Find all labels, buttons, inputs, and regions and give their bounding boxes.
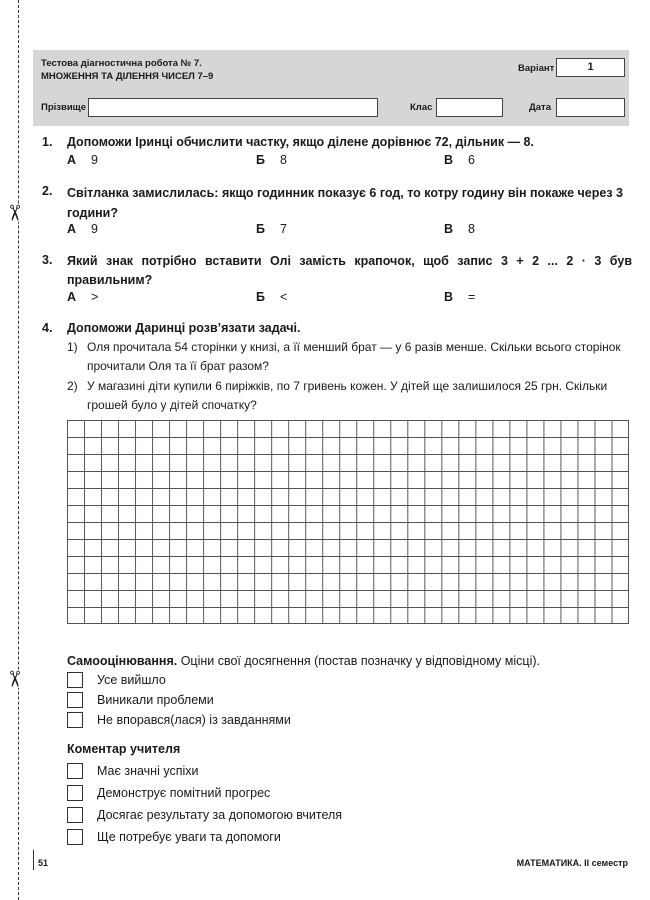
q3-option-b[interactable] xyxy=(256,290,287,304)
option-value: 8 xyxy=(280,153,287,167)
class-label: Клас xyxy=(410,102,433,113)
page-number: 51 xyxy=(38,858,49,868)
checkbox[interactable] xyxy=(67,807,83,823)
question-number: 1. xyxy=(42,135,53,149)
question-text: Допоможи Даринці розв’язати задачі. xyxy=(67,321,301,335)
option-value: 8 xyxy=(468,222,475,236)
variant-field[interactable]: 1 xyxy=(556,58,625,77)
question-number: 2. xyxy=(42,184,53,198)
header-band xyxy=(33,50,629,126)
option-letter: Б xyxy=(256,222,265,236)
checkbox[interactable] xyxy=(67,829,83,845)
title-line-2: МНОЖЕННЯ ТА ДІЛЕННЯ ЧИСЕЛ 7–9 xyxy=(41,71,214,82)
checkbox[interactable] xyxy=(67,785,83,801)
option-label: Не впорався(лася) із завданнями xyxy=(97,713,291,727)
option-value: = xyxy=(468,290,476,304)
option-label: Ще потребує уваги та допомоги xyxy=(97,830,281,844)
q3-option-a[interactable] xyxy=(67,290,98,304)
checkbox[interactable] xyxy=(67,672,83,688)
q3-option-c[interactable] xyxy=(444,290,475,304)
self-assessment-title-bold: Самооцінювання. xyxy=(67,654,178,668)
q2-option-a[interactable] xyxy=(67,222,98,236)
option-letter: Б xyxy=(256,290,265,304)
option-value: < xyxy=(280,290,288,304)
option-letter: В xyxy=(444,222,454,236)
option-letter: Б xyxy=(256,153,265,167)
q1-option-c[interactable] xyxy=(444,153,475,167)
class-field[interactable] xyxy=(436,98,503,117)
footer-divider xyxy=(33,850,37,870)
checkbox[interactable] xyxy=(67,712,83,728)
subtask-number: 2) xyxy=(67,379,78,393)
option-value: 6 xyxy=(468,153,475,167)
worksheet-title xyxy=(41,57,213,83)
footer-subject: МАТЕМАТИКА. ІІ семестр xyxy=(516,858,628,868)
option-label: Виникали проблеми xyxy=(97,693,214,707)
option-letter: А xyxy=(67,222,77,236)
option-letter: А xyxy=(67,153,77,167)
question-number: 4. xyxy=(42,321,53,335)
option-label: Демонструє помітний прогрес xyxy=(97,786,271,800)
checkbox[interactable] xyxy=(67,692,83,708)
variant-label: Варіант xyxy=(518,63,555,74)
q2-option-b[interactable] xyxy=(256,222,287,236)
date-field[interactable] xyxy=(556,98,625,117)
q1-option-b[interactable] xyxy=(256,153,287,167)
option-label: Усе вийшло xyxy=(97,673,166,687)
q2-option-c[interactable] xyxy=(444,222,475,236)
option-letter: В xyxy=(444,290,454,304)
answer-grid[interactable] xyxy=(67,420,629,624)
option-value: 9 xyxy=(91,222,98,236)
self-assessment-title xyxy=(67,654,540,668)
self-assessment-title-rest: Оціни свої досягнення (постав позначку у відповідному місці). xyxy=(177,654,540,668)
surname-field[interactable] xyxy=(88,98,378,117)
q1-option-a[interactable] xyxy=(67,153,98,167)
cut-line xyxy=(18,0,19,900)
option-label: Досягає результату за допомогою вчителя xyxy=(97,808,343,822)
option-value: 7 xyxy=(280,222,287,236)
subtask-text: Оля прочитала 54 сторінки у книзі, а її менший брат — у 6 разів менше. Скільки всього сторінок прочитали Оля та її брат разом? xyxy=(87,340,621,373)
option-label: Має значні успіхи xyxy=(97,764,199,778)
option-value: > xyxy=(91,290,99,304)
title-line-1: Тестова діагностична робота № 7. xyxy=(41,58,202,69)
scissors-icon: ✂ xyxy=(2,669,28,689)
date-label: Дата xyxy=(529,102,551,113)
question-text: Світланка замислилась: якщо годинник показує 6 год, то котру годину він покаже через 3 години? xyxy=(67,186,623,220)
option-letter: В xyxy=(444,153,454,167)
checkbox[interactable] xyxy=(67,763,83,779)
subtask-text: У магазині діти купили 6 пиріжків, по 7 гривень кожен. У дітей ще залишилося 25 грн. Скільки грошей було у дітей спочатку? xyxy=(87,379,608,412)
option-letter: А xyxy=(67,290,77,304)
option-value: 9 xyxy=(91,153,98,167)
scissors-icon: ✂ xyxy=(2,203,28,223)
surname-label: Прізвище xyxy=(41,102,86,113)
question-number: 3. xyxy=(42,253,53,267)
subtask-number: 1) xyxy=(67,340,78,354)
question-text: Допоможи Іринці обчислити частку, якщо ділене дорівнює 72, дільник — 8. xyxy=(67,135,534,149)
question-text: Який знак потрібно вставити Олі замість крапочок, щоб запис 3 + 2 ... 2 · 3 був правильним? xyxy=(67,254,632,287)
teacher-comment-title: Коментар учителя xyxy=(67,742,181,756)
